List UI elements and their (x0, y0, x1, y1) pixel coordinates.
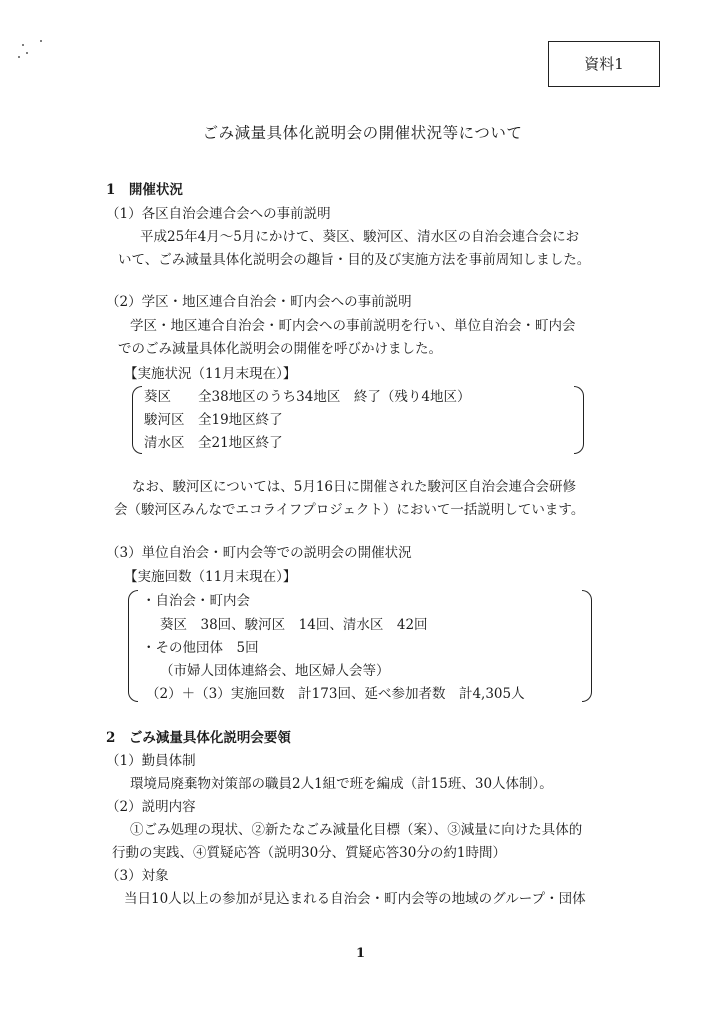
s1-p2-body-line1: 学区・地区連合自治会・町内会への事前説明を行い、単位自治会・町内会 (130, 318, 576, 334)
scan-speck (26, 52, 28, 54)
s1-note-line1: なお、駿河区については、5月16日に開催された駿河区自治会連合会研修 (132, 479, 576, 495)
count-bracket-right (582, 590, 592, 702)
page-number: 1 (356, 946, 366, 961)
s2-p2-heading: （2）説明内容 (106, 799, 196, 815)
status-bracket-right (574, 386, 584, 454)
status-bracket-left (132, 386, 142, 454)
s1-p1-heading: （1）各区自治会連合会への事前説明 (106, 206, 331, 222)
scan-speck (18, 56, 20, 58)
count-line-4: （市婦人団体連絡会、地区婦人会等） (160, 663, 390, 679)
s2-p1-heading: （1）勤員体制 (106, 753, 196, 769)
s2-p3-body: 当日10人以上の参加が見込まれる自治会・町内会等の地域のグループ・団体 (124, 891, 586, 907)
s2-p3-heading: （3）対象 (106, 868, 169, 884)
document-label: 資料1 (584, 55, 624, 73)
count-bracket-left (128, 590, 138, 702)
count-heading: 【実施回数（11月末現在）】 (124, 569, 297, 585)
s1-p1-body-line2: いて、ごみ減量具体化説明会の趣旨・目的及び実施方法を事前周知しました。 (118, 252, 591, 268)
section-2-heading: 2 ごみ減量具体化説明会要領 (106, 730, 291, 746)
page-title: ごみ減量具体化説明会の開催状況等について (202, 124, 523, 142)
status-line-shimizu: 清水区 全21地区終了 (144, 435, 283, 451)
s2-p2-body-line1: ①ごみ処理の現状、②新たなごみ減量化目標（案）、③減量に向けた具体的 (130, 822, 583, 838)
status-heading: 【実施状況（11月末現在）】 (124, 366, 297, 382)
document-label-box (548, 41, 660, 87)
scan-speck (40, 40, 42, 42)
s2-p2-body-line2: 行動の実践、④質疑応答（説明30分、質疑応答30分の約1時間） (112, 845, 506, 861)
count-line-2: 葵区 38回、駿河区 14回、清水区 42回 (160, 617, 428, 633)
count-line-5: （2）＋（3）実施回数 計173回、延べ参加者数 計4,305人 (146, 686, 525, 702)
s1-p1-body-line1: 平成25年4月～5月にかけて、葵区、駿河区、清水区の自治会連合会にお (140, 229, 580, 245)
s1-p2-body-line2: でのごみ減量具体化説明会の開催を呼びかけました。 (118, 341, 442, 357)
count-line-1: ・自治会・町内会 (142, 593, 250, 609)
count-line-3: ・その他団体 5回 (142, 640, 259, 656)
s1-p3-heading: （3）単位自治会・町内会等での説明会の開催状況 (106, 545, 412, 561)
s1-p2-heading: （2）学区・地区連合自治会・町内会への事前説明 (106, 294, 412, 310)
status-line-suruga: 駿河区 全19地区終了 (144, 412, 283, 428)
section-1-heading: 1 開催状況 (106, 182, 183, 198)
s2-p1-body: 環境局廃棄物対策部の職員2人1組で班を編成（計15班、30人体制）。 (130, 776, 553, 792)
s1-note-line2: 会（駿河区みんなでエコライフプロジェクト）において一括説明しています。 (114, 502, 585, 518)
status-line-aoi: 葵区 全38地区のうち34地区 終了（残り4地区） (144, 389, 471, 405)
scan-speck (22, 44, 24, 46)
